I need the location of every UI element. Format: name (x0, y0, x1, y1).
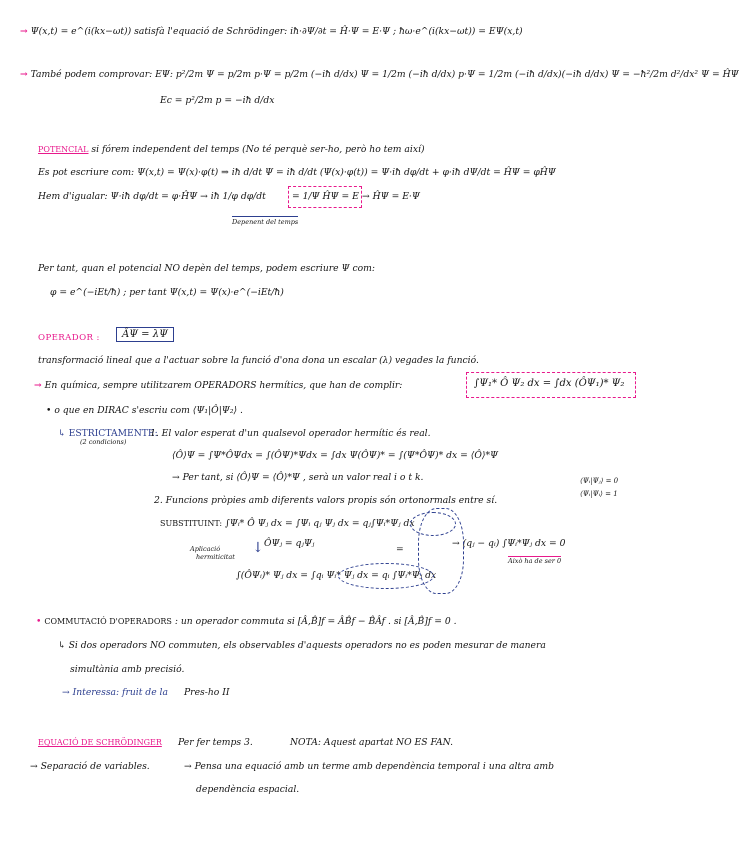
difference-eq: → (qⱼ − qᵢ) ∫Ψᵢ*Ψⱼ dx = 0 (452, 538, 566, 549)
equals-mid: = (396, 544, 404, 555)
schrodinger-fer: Per fer temps 3. (178, 737, 253, 748)
commutacio-4b: Pres-ho II (184, 687, 230, 698)
substituint-eq: ∫Ψᵢ* Ô Ψⱼ dx = ∫Ψᵢ qⱼ Ψⱼ dx = qⱼ∫Ψᵢ*Ψⱼ dx (224, 518, 415, 529)
substituint-label: SUBSTITUINT: (160, 519, 223, 528)
dependencia-line: dependència espacial. (196, 784, 300, 795)
pensa-line: → Pensa una equació amb un terme amb dependència temporal i una altra amb (184, 761, 554, 772)
comprovar-line (20, 69, 739, 80)
circle-right (418, 508, 464, 594)
line-12: En química, sempre utilitzarem OPERADORS hermítics, que han de complir: (44, 380, 403, 391)
schrodinger-nota: NOTA: Aquest apartat NO ES FAN. (290, 737, 454, 748)
commutacio-text: : un operador commuta si [Â,B̂]f = ÂB̂f − B̂Âf . si [Â,B̂]f = 0 . (174, 616, 457, 627)
schrodinger-wave-line (20, 26, 523, 37)
zero-note: Això ha de ser 0 (508, 557, 562, 565)
commutacio-2: ↳ Si dos operadors NO commuten, els observables d'aquests operadors no es poden mesurar de manera (58, 640, 546, 651)
hermiticitat-note: hermiticitat (196, 553, 235, 561)
potencial-line (38, 144, 425, 155)
line-3: Ec = p²/2m p = −iħ d/dx (160, 95, 275, 106)
line-11: transformació lineal que a l'actuar sobre la funció d'ona dona un escalar (λ) vegades la funció. (38, 355, 479, 366)
per-tant-line (38, 263, 375, 274)
arrow-icon: → (34, 380, 42, 391)
line-6b: = 1/Ψ ĤΨ = E (292, 191, 359, 202)
estrictament-label: ↳ ESTRICTAMENTE: (58, 428, 158, 439)
substituint-line (160, 518, 415, 529)
bullet-icon: • (46, 405, 55, 416)
commutacio-3: simultània amb precisió. (70, 664, 185, 675)
line-5: Es pot escriure com: Ψ(x,t) = Ψ(x)·φ(t) ⇒ iħ d/dt Ψ = iħ d/dt (Ψ(x)·φ(t)) = Ψ·iħ dφ/dt + φ·iħ dΨ/dt = ĤΨ = φĤΨ (38, 167, 556, 178)
potencial-text: si fórem independent del temps (No té perquè ser-ho, però ho tem així) (91, 144, 425, 155)
ec-line (160, 95, 274, 106)
energy-eq (292, 191, 359, 202)
potencial-label: POTENCIAL (38, 145, 89, 154)
schrodinger-line (38, 737, 162, 748)
hamiltonian-result (362, 191, 420, 202)
schrodinger-label: EQUACIÓ DE SCHRÖDINGER (38, 738, 162, 747)
arrow-icon: → (20, 69, 28, 80)
commutacio-4: → Interessa: fruit de la (62, 687, 168, 698)
commutacio-label: COMMUTACIÓ D'OPERADORS (44, 617, 172, 626)
line-13: o que en DIRAC s'escriu com ⟨Ψ₁|Ô|Ψ₂⟩ . (54, 405, 243, 416)
arrow-icon: → (20, 26, 28, 37)
separation-line (38, 167, 556, 178)
dirac-line (46, 405, 243, 416)
aplicacio-note: Aplicació (190, 545, 221, 553)
down-arrow-icon: ↓ (252, 540, 264, 556)
substituint-eq-2: ∫(ÔΨᵢ)* Ψⱼ dx = ∫qᵢ Ψᵢ* Ψⱼ dx = qᵢ ∫Ψᵢ*Ψⱼ dx (236, 570, 437, 581)
ortho-note-1: ⟨Ψᵢ|Ψⱼ⟩ = 0 (580, 477, 619, 485)
line-6c: → ĤΨ = E·Ψ (362, 191, 420, 202)
condition-1-result: → Per tant, si ⟨Ô⟩Ψ = ⟨Ô⟩*Ψ , serà un valor real i o t k. (172, 472, 424, 483)
estrictament-sub: (2 condicions) (80, 438, 127, 446)
line-6a: Hem d'igualar: Ψ·iħ dφ/dt = φ·ĤΨ → iħ 1/φ dφ/dt (38, 191, 266, 202)
operador-heading: OPERADOR : (38, 333, 100, 343)
hermitic-line (34, 380, 402, 391)
condition-1-eq: ⟨Ô⟩Ψ = ∫Ψ*ÔΨdx = ∫(ÔΨ)*Ψdx = ∫dx Ψ(ÔΨ)* = ∫(Ψ*ÔΨ)* dx = ⟨Ô⟩*Ψ (172, 450, 499, 461)
hermitic-eq: ∫Ψ₁* Ô Ψ₂ dx = ∫dx (ÔΨ₁)* Ψ₂ (474, 378, 625, 389)
phi-line (50, 287, 284, 298)
condition-1: 1. El valor esperat d'un qualsevol operador hermític és real. (150, 428, 431, 439)
eigen-eq: ÔΨⱼ = qⱼΨⱼ (264, 538, 315, 549)
dependent-note: Depenent del temps (232, 218, 299, 226)
igualar-line (38, 191, 266, 202)
line-1: Ψ(x,t) = e^(i(kx−ωt)) satisfà l'equació de Schrödinger: iħ·∂Ψ/∂t = Ĥ·Ψ = E·Ψ ; ħω·e^(i(kx−ωt)) = EΨ(x,t) (30, 26, 523, 37)
condition-2: 2. Funcions pròpies amb diferents valors propis són ortonormals entre sí. (154, 495, 498, 506)
line-2: També podem comprovar: EΨ: p²/2m Ψ = p/2m p·Ψ = p/2m (−iħ d/dx) Ψ = 1/2m (−iħ d/dx) p·Ψ = 1/2m (−iħ d/dx)(−iħ d/dx) Ψ = −ħ²/2m d²/dx² Ψ = ĤΨ (30, 69, 739, 80)
operador-box: ÂΨ = λΨ (116, 327, 174, 342)
ortho-note-2: ⟨Ψᵢ|Ψᵢ⟩ = 1 (580, 490, 618, 498)
line-9: φ = e^(−iEt/ħ) ; per tant Ψ(x,t) = Ψ(x)·e^(−iEt/ħ) (50, 287, 284, 298)
separacio-line: → Separació de variables. (30, 761, 150, 772)
commutacio-line: • COMMUTACIÓ D'OPERADORS : un operador commuta si [Â,B̂]f = ÂB̂f − B̂Âf . si [Â,B̂]f = 0 . (36, 616, 457, 627)
line-8: Per tant, quan el potencial NO depèn del temps, podem escriure Ψ com: (38, 263, 375, 274)
transformacio-line (38, 355, 479, 366)
